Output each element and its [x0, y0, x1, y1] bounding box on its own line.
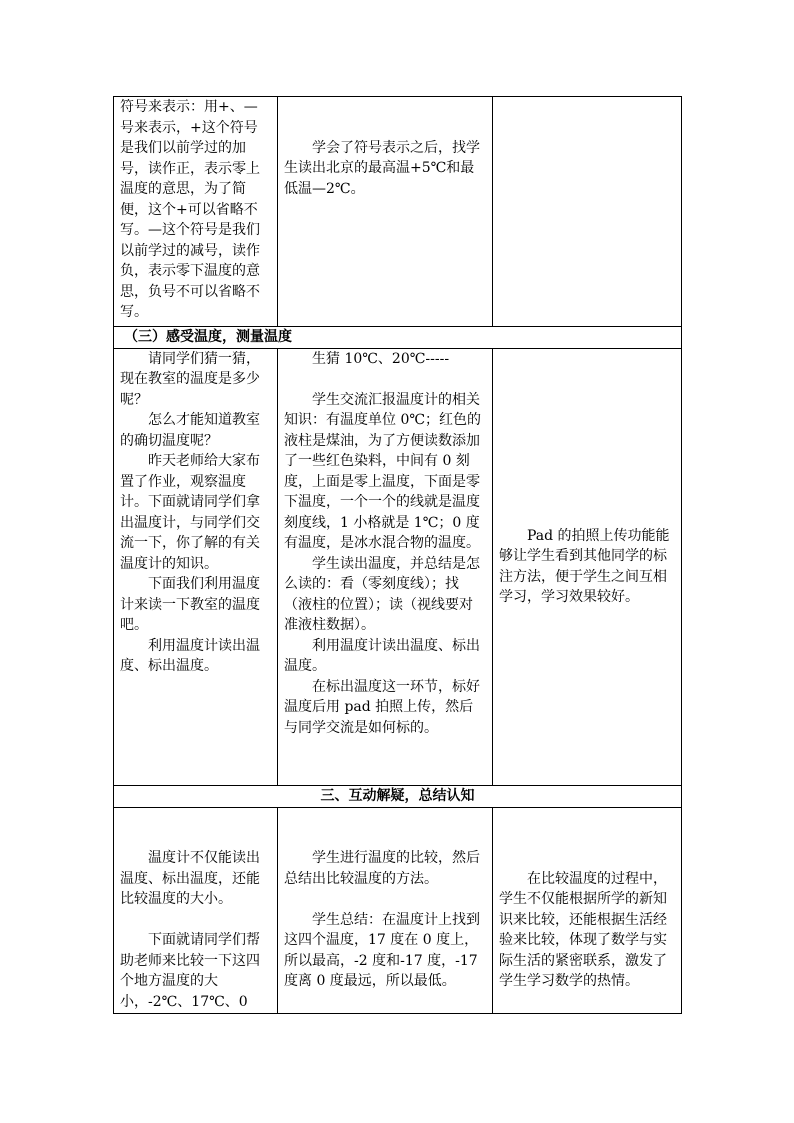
- paragraph: 学生交流汇报温度计的相关知识：有温度单位 0℃；红色的液柱是煤油，为了方便读数添加了一些红色染料，中间有 0 刻度，上面是零上温度，下面是零下温度，一个一个的线就是温度刻度线，1 小格就是 1℃；0 度有温度，是冰水混合物的温度。: [284, 391, 482, 551]
- section-heading-text: （三）感受温度，测量温度: [124, 329, 292, 345]
- paragraph: 温度计不仅能读出温度、标出温度，还能比较温度的大小。: [120, 850, 260, 907]
- teacher-activity-cell: [114, 97, 278, 327]
- paragraph: 怎么才能知道教室的确切温度呢？: [120, 412, 260, 449]
- section-heading: [114, 785, 682, 807]
- paragraph: 昨天老师给大家布置了作业，观察温度计。下面就请同学们拿出温度计，与同学们交流一下，你了解的有关温度计的知识。: [120, 453, 260, 572]
- paragraph: 学生进行温度的比较，然后总结出比较温度的方法。: [284, 850, 480, 887]
- teacher-activity-cell: [114, 348, 278, 785]
- paragraph: 生猜 10℃、20℃-----: [312, 350, 450, 367]
- paragraph: 利用温度计读出温度、标出温度。: [284, 637, 480, 674]
- section-heading: [114, 327, 682, 349]
- table-row: [114, 97, 682, 327]
- student-activity-cell: [278, 97, 493, 327]
- student-activity-cell: [278, 348, 493, 785]
- paragraph: 下面就请同学们帮助老师来比较一下这四个地方温度的大小，-2℃、17℃、0: [120, 932, 260, 1010]
- paragraph: Pad 的拍照上传功能能够让学生看到其他同学的标注方法，便于学生之间互相学习，学习效果较好。: [499, 527, 670, 605]
- paragraph: 在比较温度的过程中，学生不仅能根据所学的新知识来比较，还能根据生活经验来比较，体现了数学与实际生活的紧密联系，激发了学生学习数学的热情。: [499, 870, 667, 989]
- paragraph: 在标出温度这一环节，标好温度后用 pad 拍照上传，然后与同学交流是如何标的。: [284, 678, 480, 736]
- design-intent-cell: [493, 807, 682, 1013]
- paragraph: 学会了符号表示之后，找学生读出北京的最高温+5℃和最低温—2℃。: [284, 139, 480, 197]
- section-heading-text: 三、互动解疑，总结认知: [320, 787, 475, 804]
- paragraph: 下面我们利用温度计来读一下教室的温度吧。: [120, 576, 260, 633]
- table-row: [114, 785, 682, 807]
- paragraph: 符号来表示：用+、—号来表示，+这个符号是我们以前学过的加号，读作正，表示零上温度的意思，为了简便，这个+可以省略不写。—这个符号是我们以前学过的减号，读作负，表示零下温度的意思，负号不可以省略不写。: [120, 99, 260, 320]
- design-intent-cell: [493, 348, 682, 785]
- paragraph: 利用温度计读出温度、标出温度。: [120, 637, 260, 674]
- table-row: [114, 348, 682, 785]
- paragraph: 学生总结：在温度计上找到这四个温度，17 度在 0 度上，所以最高，-2 度和-17 度，-17 度离 0 度最远，所以最低。: [284, 911, 480, 989]
- lesson-plan-table: [113, 96, 682, 1014]
- design-intent-cell: [493, 97, 682, 327]
- teacher-activity-cell: [114, 807, 278, 1013]
- student-activity-cell: [278, 807, 493, 1013]
- paragraph: 学生读出温度，并总结是怎么读的：看（零刻度线）；找（液柱的位置）；读（视线要对准液柱数据）。: [284, 555, 480, 633]
- paragraph: 请同学们猜一猜，现在教室的温度是多少呢？: [120, 350, 260, 408]
- table-row: [114, 327, 682, 349]
- table-row: [114, 807, 682, 1013]
